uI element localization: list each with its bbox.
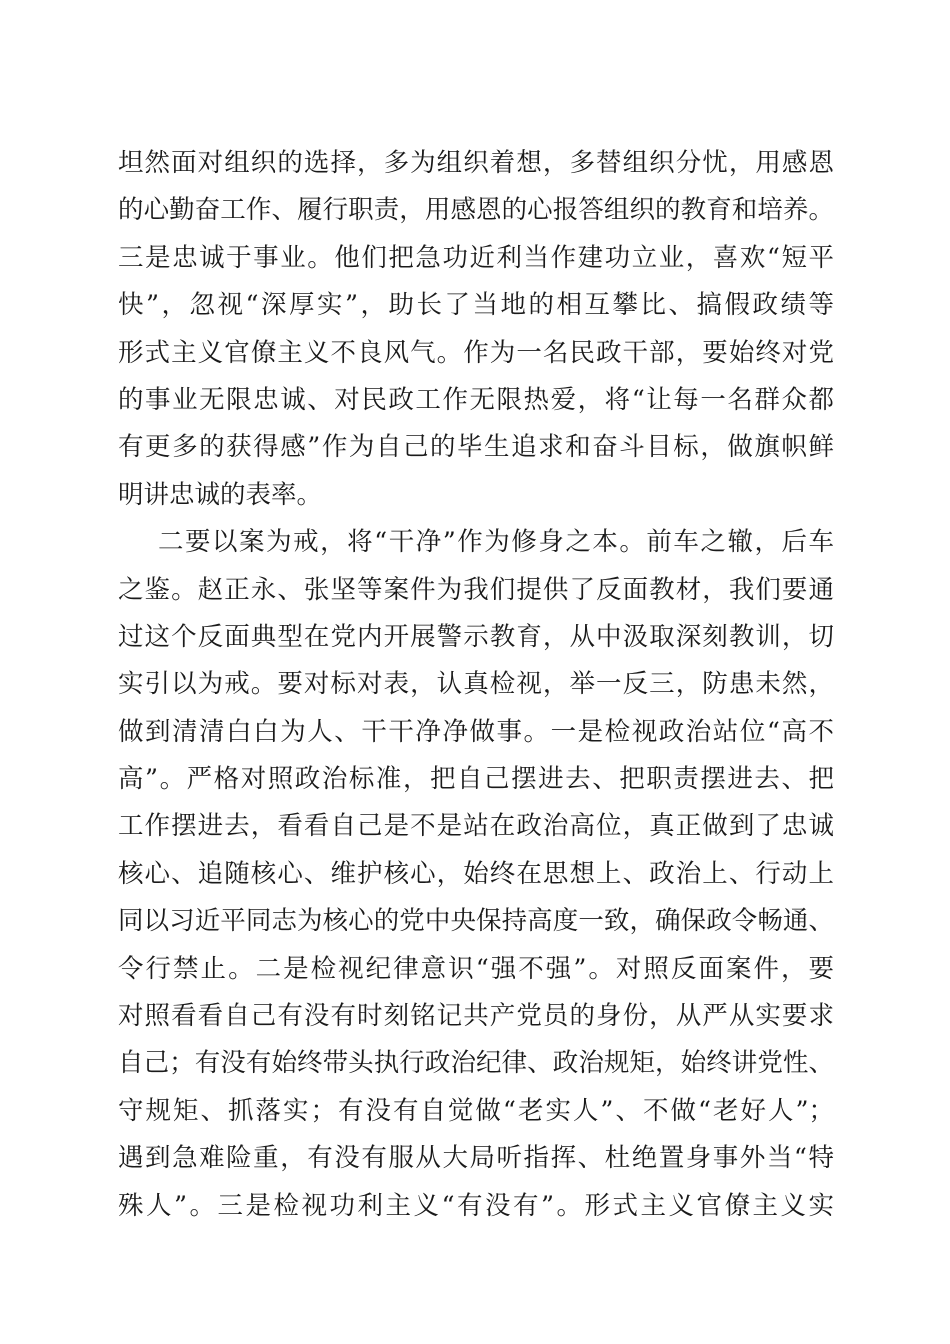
text-line: 之鉴。赵正永、张坚等案件为我们提供了反面教材，我们要通 [118, 574, 834, 605]
text-line: 同以习近平同志为核心的党中央保持高度一致，确保政令畅通、 [118, 906, 834, 937]
text-line: 令行禁止。二是检视纪律意识“强不强”。对照反面案件，要 [118, 953, 834, 984]
body-text [118, 140, 834, 1230]
text-line: 快”，忽视“深厚实”，助长了当地的相互攀比、搞假政绩等 [118, 290, 834, 321]
text-line: 核心、追随核心、维护核心，始终在思想上、政治上、行动上 [118, 858, 834, 889]
text-line: 殊人”。三是检视功利主义“有没有”。形式主义官僚主义实 [118, 1190, 834, 1221]
text-line: 做到清清白白为人、干干净净做事。一是检视政治站位“高不 [118, 716, 834, 747]
text-line: 对照看看自己有没有时刻铭记共产党员的身份，从严从实要求 [118, 1001, 834, 1032]
text-line: 实引以为戒。要对标对表，认真检视，举一反三，防患未然， [118, 669, 834, 700]
text-line: 工作摆进去，看看自己是不是站在政治高位，真正做到了忠诚 [118, 811, 834, 842]
text-line: 高”。严格对照政治标准，把自己摆进去、把职责摆进去、把 [118, 764, 834, 795]
text-line: 过这个反面典型在党内开展警示教育，从中汲取深刻教训，切 [118, 621, 834, 652]
text-line: 形式主义官僚主义不良风气。作为一名民政干部，要始终对党 [118, 337, 834, 368]
text-line: 自己；有没有始终带头执行政治纪律、政治规矩，始终讲党性、 [118, 1048, 834, 1079]
text-line: 有更多的获得感”作为自己的毕生追求和奋斗目标，做旗帜鲜 [118, 432, 834, 463]
text-line: 明讲忠诚的表率。 [118, 479, 323, 510]
text-line: 坦然面对组织的选择，多为组织着想，多替组织分忧，用感恩 [118, 148, 834, 178]
text-line: 守规矩、抓落实；有没有自觉做“老实人”、不做“老好人”； [118, 1095, 834, 1126]
text-line: 的事业无限忠诚、对民政工作无限热爱，将“让每一名群众都 [118, 384, 834, 415]
text-line: 的心勤奋工作、履行职责，用感恩的心报答组织的教育和培养。 [118, 195, 834, 226]
paragraph-start-line: 二要以案为戒，将“干净”作为修身之本。前车之辙，后车 [158, 527, 834, 558]
text-line: 遇到急难险重，有没有服从大局听指挥、杜绝置身事外当“特 [118, 1143, 834, 1174]
text-line: 三是忠诚于事业。他们把急功近利当作建功立业，喜欢“短平 [118, 242, 834, 273]
